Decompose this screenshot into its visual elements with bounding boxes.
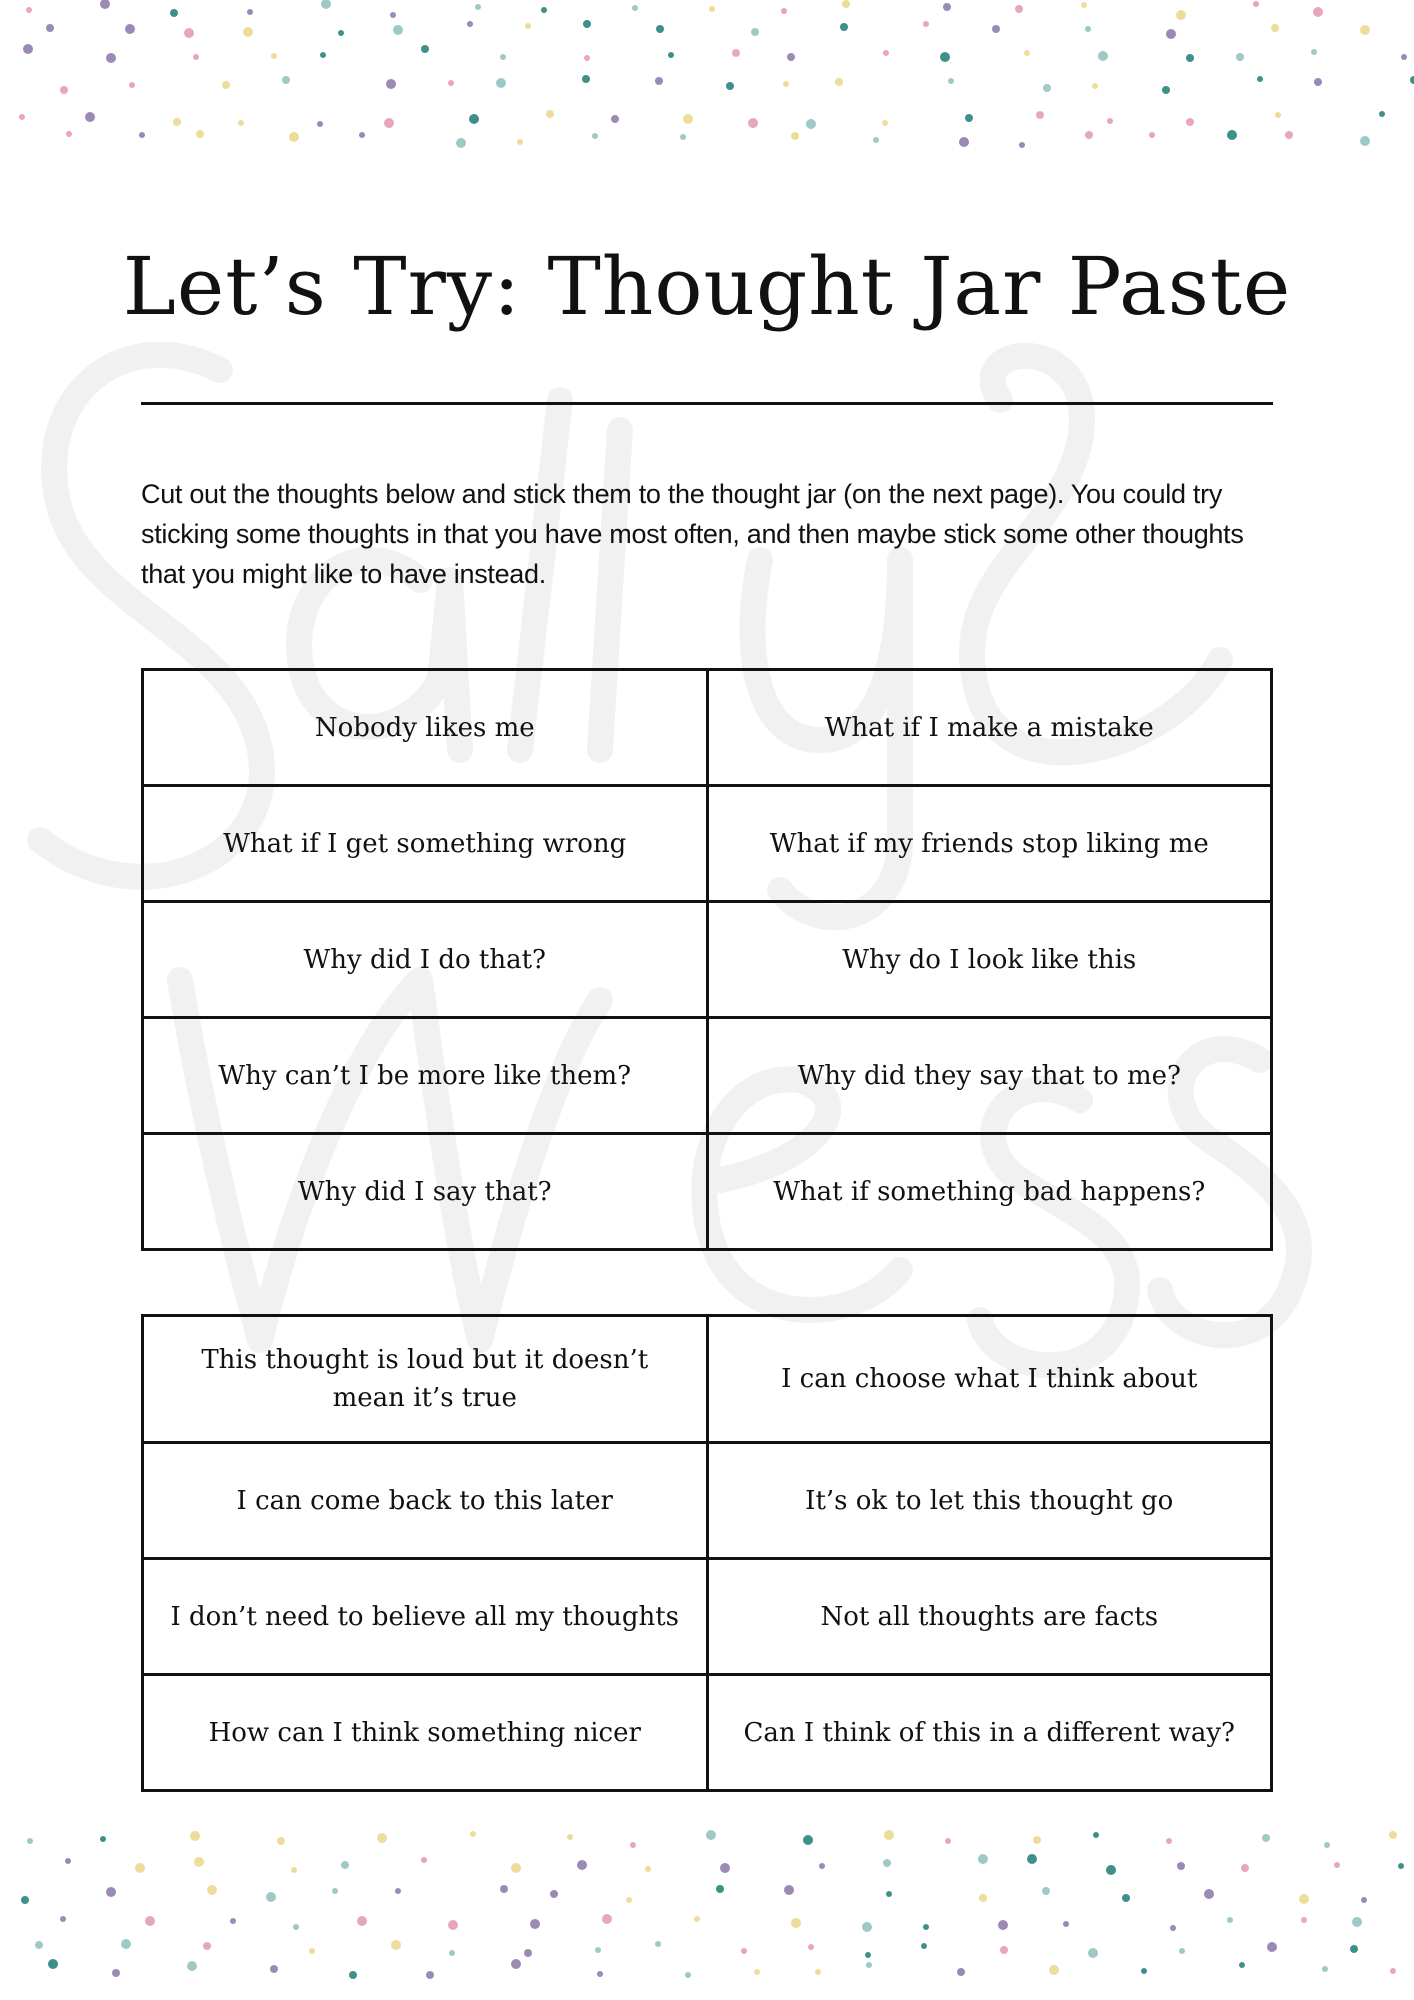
confetti-dot xyxy=(1314,78,1322,86)
confetti-dot xyxy=(184,28,194,38)
confetti-dot xyxy=(1166,1838,1172,1844)
confetti-dot xyxy=(965,114,973,122)
confetti-dot xyxy=(998,1920,1008,1930)
thought-card: Why did they say that to me? xyxy=(707,1018,1272,1134)
confetti-dot xyxy=(1334,1862,1340,1868)
confetti-dot xyxy=(921,1943,927,1949)
table-row xyxy=(143,786,1272,902)
confetti-dot xyxy=(66,131,72,137)
confetti-dot xyxy=(683,114,693,124)
table-row xyxy=(143,670,1272,786)
page-title: Let’s Try: Thought Jar Paste xyxy=(122,240,1292,333)
confetti-dot xyxy=(1166,29,1176,39)
thought-card: I don’t need to believe all my thoughts xyxy=(143,1559,708,1675)
confetti-dot xyxy=(500,54,506,60)
confetti-dot xyxy=(393,25,403,35)
confetti-dot xyxy=(1000,1946,1008,1954)
confetti-dot xyxy=(577,1860,587,1870)
confetti-dot xyxy=(207,1885,217,1895)
confetti-dot xyxy=(475,4,481,10)
confetti-dot xyxy=(511,1959,521,1969)
confetti-dot xyxy=(1410,76,1414,84)
confetti-dot xyxy=(1092,83,1098,89)
thought-card: Why do I look like this xyxy=(707,902,1272,1018)
confetti-dot xyxy=(923,21,929,27)
confetti-dot xyxy=(121,1939,131,1949)
confetti-dot xyxy=(726,82,734,90)
confetti-dot xyxy=(754,1969,760,1975)
confetti-dot xyxy=(1301,1917,1307,1923)
confetti-dot xyxy=(1322,1966,1328,1972)
confetti-dot xyxy=(592,133,598,139)
confetti-dot xyxy=(230,1918,236,1924)
confetti-dot xyxy=(291,1867,297,1873)
confetti-dot xyxy=(632,5,638,11)
confetti-dot xyxy=(1227,130,1237,140)
confetti-dot xyxy=(190,1831,200,1841)
confetti-dot xyxy=(386,79,396,89)
confetti-dot xyxy=(277,1837,285,1845)
confetti-dot xyxy=(1236,53,1244,61)
confetti-dot xyxy=(271,53,277,59)
confetti-dot xyxy=(173,118,181,126)
confetti-dot xyxy=(751,28,759,36)
thought-card: Why did I say that? xyxy=(143,1134,708,1250)
confetti-dot xyxy=(1027,1854,1037,1864)
confetti-dot xyxy=(100,0,110,9)
confetti-dot xyxy=(170,9,178,17)
thought-card: How can I think something nicer xyxy=(143,1675,708,1791)
confetti-dot xyxy=(716,1885,724,1893)
thought-card: I can come back to this later xyxy=(143,1443,708,1559)
confetti-dot xyxy=(525,23,531,29)
negative-thoughts-grid xyxy=(141,668,1273,1251)
confetti-dot xyxy=(243,27,253,37)
confetti-dot xyxy=(959,137,969,147)
confetti-dot xyxy=(720,1863,730,1873)
confetti-dot xyxy=(948,78,954,84)
confetti-dot xyxy=(883,50,889,56)
confetti-dot xyxy=(1324,1842,1330,1848)
confetti-dot xyxy=(1162,86,1170,94)
confetti-dots-bottom xyxy=(0,1820,1414,1980)
confetti-dot xyxy=(1107,118,1113,124)
thought-card: What if something bad happens? xyxy=(707,1134,1272,1250)
confetti-dot xyxy=(395,1888,401,1894)
confetti-dot xyxy=(448,1920,458,1930)
confetti-dot xyxy=(582,75,590,83)
confetti-dot xyxy=(135,1863,145,1873)
confetti-dot xyxy=(357,1916,367,1926)
confetti-dot xyxy=(1267,1942,1277,1952)
confetti-dot xyxy=(978,1854,988,1864)
confetti-dot xyxy=(1275,112,1281,118)
confetti-dot xyxy=(645,1866,651,1872)
helpful-thoughts-grid xyxy=(141,1314,1273,1792)
confetti-dot xyxy=(320,52,326,58)
confetti-dot xyxy=(309,1948,315,1954)
table-row xyxy=(143,1443,1272,1559)
confetti-dot xyxy=(1098,51,1108,61)
confetti-dots-top xyxy=(0,0,1414,160)
confetti-dot xyxy=(106,1887,116,1897)
thought-card: Why can’t I be more like them? xyxy=(143,1018,708,1134)
confetti-dot xyxy=(655,1941,661,1947)
confetti-dot xyxy=(85,112,95,122)
confetti-dot xyxy=(456,138,466,148)
confetti-dot xyxy=(1379,111,1385,117)
confetti-dot xyxy=(992,25,1000,33)
thought-card: Not all thoughts are facts xyxy=(707,1559,1272,1675)
confetti-dot xyxy=(1398,1863,1404,1869)
confetti-dot xyxy=(685,1972,691,1978)
confetti-dot xyxy=(1085,131,1093,139)
confetti-dot xyxy=(421,1857,427,1863)
confetti-dot xyxy=(1043,84,1051,92)
confetti-dot xyxy=(1360,25,1370,35)
confetti-dot xyxy=(584,55,590,61)
confetti-dot xyxy=(46,24,54,32)
confetti-dot xyxy=(886,1891,892,1897)
instructions-text: Cut out the thoughts below and stick them to the thought jar (on the next page). You could try sticking some thoughts in that you have most often, and then maybe stick some other thoughts that you might like to have instead. xyxy=(141,479,1244,589)
table-row xyxy=(143,1134,1272,1250)
confetti-dot xyxy=(781,8,787,14)
confetti-dot xyxy=(630,1842,636,1848)
confetti-dot xyxy=(1033,1836,1041,1844)
confetti-dot xyxy=(1204,1889,1214,1899)
confetti-dot xyxy=(567,1834,573,1840)
confetti-dot xyxy=(1350,1945,1358,1953)
confetti-dot xyxy=(748,118,758,128)
confetti-dot xyxy=(139,132,145,138)
confetti-dot xyxy=(957,1968,965,1976)
confetti-dot xyxy=(1241,1864,1249,1872)
thought-card: What if I get something wrong xyxy=(143,786,708,902)
confetti-dot xyxy=(21,1896,29,1904)
confetti-dot xyxy=(289,132,299,142)
confetti-dot xyxy=(338,30,344,36)
confetti-dot xyxy=(349,1971,357,1979)
confetti-dot xyxy=(1179,1948,1185,1954)
thought-card: This thought is loud but it doesn’t mean it’s true xyxy=(143,1316,708,1443)
confetti-dot xyxy=(706,1830,716,1840)
confetti-dot xyxy=(808,1944,814,1950)
confetti-dot xyxy=(787,53,795,61)
confetti-dot xyxy=(595,1947,601,1953)
table-row xyxy=(143,1559,1272,1675)
confetti-dot xyxy=(1239,1962,1245,1968)
confetti-dot xyxy=(884,1830,894,1840)
confetti-dot xyxy=(1361,1897,1367,1903)
title-divider xyxy=(141,402,1273,405)
confetti-dot xyxy=(1390,1968,1396,1974)
table-row xyxy=(143,1018,1272,1134)
confetti-dot xyxy=(1253,1,1259,7)
confetti-dot xyxy=(145,1916,155,1926)
confetti-dot xyxy=(500,1885,508,1893)
table-row xyxy=(143,902,1272,1018)
confetti-dot xyxy=(940,52,950,62)
confetti-dot xyxy=(317,121,323,127)
confetti-dot xyxy=(530,1919,540,1929)
confetti-dot xyxy=(60,86,68,94)
confetti-dot xyxy=(384,118,394,128)
confetti-dot xyxy=(1085,26,1091,32)
confetti-dot xyxy=(426,1971,434,1979)
confetti-dot xyxy=(1122,1894,1130,1902)
confetti-dot xyxy=(979,1894,987,1902)
confetti-dot xyxy=(1063,1921,1069,1927)
confetti-dot xyxy=(806,119,816,129)
confetti-dot xyxy=(1186,54,1194,62)
thought-card: Can I think of this in a different way? xyxy=(707,1675,1272,1791)
confetti-dot xyxy=(655,77,663,85)
confetti-dot xyxy=(1186,118,1194,126)
confetti-dot xyxy=(377,1833,387,1843)
confetti-dot xyxy=(1024,50,1030,56)
confetti-dot xyxy=(819,1863,825,1869)
confetti-dot xyxy=(1176,10,1186,20)
thought-card: What if my friends stop liking me xyxy=(707,786,1272,902)
thought-card: Nobody likes me xyxy=(143,670,708,786)
confetti-dot xyxy=(517,139,523,145)
confetti-dot xyxy=(1313,7,1323,17)
confetti-dot xyxy=(1088,1948,1098,1958)
thought-card: It’s ok to let this thought go xyxy=(707,1443,1272,1559)
confetti-dot xyxy=(359,132,365,138)
confetti-dot xyxy=(550,1890,558,1898)
confetti-dot xyxy=(680,134,686,140)
confetti-dot xyxy=(602,1914,612,1924)
confetti-dot xyxy=(583,20,591,28)
confetti-dot xyxy=(1227,1917,1233,1923)
confetti-dot xyxy=(19,114,25,120)
confetti-dot xyxy=(106,53,116,63)
confetti-dot xyxy=(1285,131,1293,139)
confetti-dot xyxy=(26,7,32,13)
confetti-dot xyxy=(923,1924,929,1930)
confetti-dot xyxy=(1149,132,1155,138)
thought-card: What if I make a mistake xyxy=(707,670,1272,786)
confetti-dot xyxy=(467,21,473,27)
confetti-dot xyxy=(125,24,135,34)
confetti-dot xyxy=(1049,1965,1059,1975)
confetti-dot xyxy=(23,44,33,54)
confetti-dot xyxy=(470,1831,476,1837)
confetti-dot xyxy=(27,1838,33,1844)
confetti-dot xyxy=(196,130,204,138)
confetti-dot xyxy=(656,25,664,33)
confetti-dot xyxy=(791,1918,801,1928)
confetti-dot xyxy=(391,1940,401,1950)
confetti-dot xyxy=(496,78,506,88)
confetti-dot xyxy=(238,120,244,126)
confetti-dot xyxy=(341,1861,349,1869)
confetti-dot xyxy=(35,1941,43,1949)
confetti-dot xyxy=(48,1959,58,1969)
confetti-dot xyxy=(112,1969,120,1977)
confetti-dot xyxy=(945,1838,951,1844)
confetti-dot xyxy=(1177,1862,1185,1870)
confetti-dots xyxy=(19,0,1414,148)
confetti-dot xyxy=(842,0,850,8)
confetti-dot xyxy=(449,1950,455,1956)
confetti-dot xyxy=(862,1922,872,1932)
confetti-dot xyxy=(791,132,799,140)
confetti-dot xyxy=(1311,49,1317,55)
confetti-dot xyxy=(840,23,848,31)
confetti-dot xyxy=(783,81,789,87)
confetti-dots xyxy=(21,1830,1404,1979)
confetti-dot xyxy=(865,1952,871,1958)
thought-card: Why did I do that? xyxy=(143,902,708,1018)
confetti-dot xyxy=(1271,24,1279,32)
confetti-dot xyxy=(247,9,253,15)
confetti-dot xyxy=(60,1916,66,1922)
confetti-dot xyxy=(266,1892,276,1902)
confetti-dot xyxy=(469,114,479,124)
confetti-dot xyxy=(1042,1887,1050,1895)
confetti-dot xyxy=(129,82,135,88)
confetti-dot xyxy=(187,1961,197,1971)
confetti-dot xyxy=(668,52,674,58)
confetti-dot xyxy=(270,1965,278,1973)
confetti-dot xyxy=(1262,1834,1270,1842)
confetti-dot xyxy=(1036,111,1044,119)
confetti-dot xyxy=(293,1924,299,1930)
table-row xyxy=(143,1316,1272,1443)
confetti-dot xyxy=(390,12,396,18)
confetti-dot xyxy=(835,78,843,86)
confetti-dot xyxy=(1401,54,1407,60)
confetti-dot xyxy=(732,49,740,57)
confetti-dot xyxy=(65,1858,71,1864)
confetti-dot xyxy=(1141,1968,1147,1974)
confetti-dot xyxy=(321,0,331,9)
confetti-dot xyxy=(694,1916,700,1922)
confetti-dot xyxy=(100,1836,106,1842)
confetti-dot xyxy=(1093,1832,1099,1838)
confetti-dot xyxy=(882,120,888,126)
confetti-dot xyxy=(193,54,199,60)
confetti-dot xyxy=(1389,1831,1397,1839)
confetti-dot xyxy=(1015,5,1023,13)
confetti-dot xyxy=(511,1863,521,1873)
confetti-dot xyxy=(1170,1925,1176,1931)
confetti-dot xyxy=(421,45,429,53)
confetti-dot xyxy=(203,1942,211,1950)
confetti-dot xyxy=(332,1888,338,1894)
confetti-dot xyxy=(741,1948,747,1954)
confetti-dot xyxy=(1360,136,1370,146)
confetti-dot xyxy=(524,1949,532,1957)
confetti-dot xyxy=(1019,142,1025,148)
confetti-dot xyxy=(1352,1917,1362,1927)
confetti-dot xyxy=(815,1969,821,1975)
confetti-dot xyxy=(1257,76,1263,82)
confetti-dot xyxy=(546,110,554,118)
confetti-dot xyxy=(448,80,454,86)
confetti-dot xyxy=(1106,1865,1116,1875)
table-row xyxy=(143,1675,1272,1791)
confetti-dot xyxy=(866,1962,872,1968)
confetti-dot xyxy=(883,1859,891,1867)
confetti-dot xyxy=(1299,1894,1309,1904)
thought-card: I can choose what I think about xyxy=(707,1316,1272,1443)
confetti-dot xyxy=(943,3,951,11)
confetti-dot xyxy=(597,1971,603,1977)
confetti-dot xyxy=(1081,2,1087,8)
confetti-dot xyxy=(194,1857,204,1867)
confetti-dot xyxy=(541,7,547,13)
confetti-dot xyxy=(873,137,879,143)
confetti-dot xyxy=(222,81,230,89)
confetti-dot xyxy=(611,115,619,123)
confetti-dot xyxy=(282,76,290,84)
confetti-dot xyxy=(626,1897,632,1903)
confetti-dot xyxy=(709,6,715,12)
confetti-dot xyxy=(784,1885,794,1895)
confetti-dot xyxy=(803,1835,813,1845)
